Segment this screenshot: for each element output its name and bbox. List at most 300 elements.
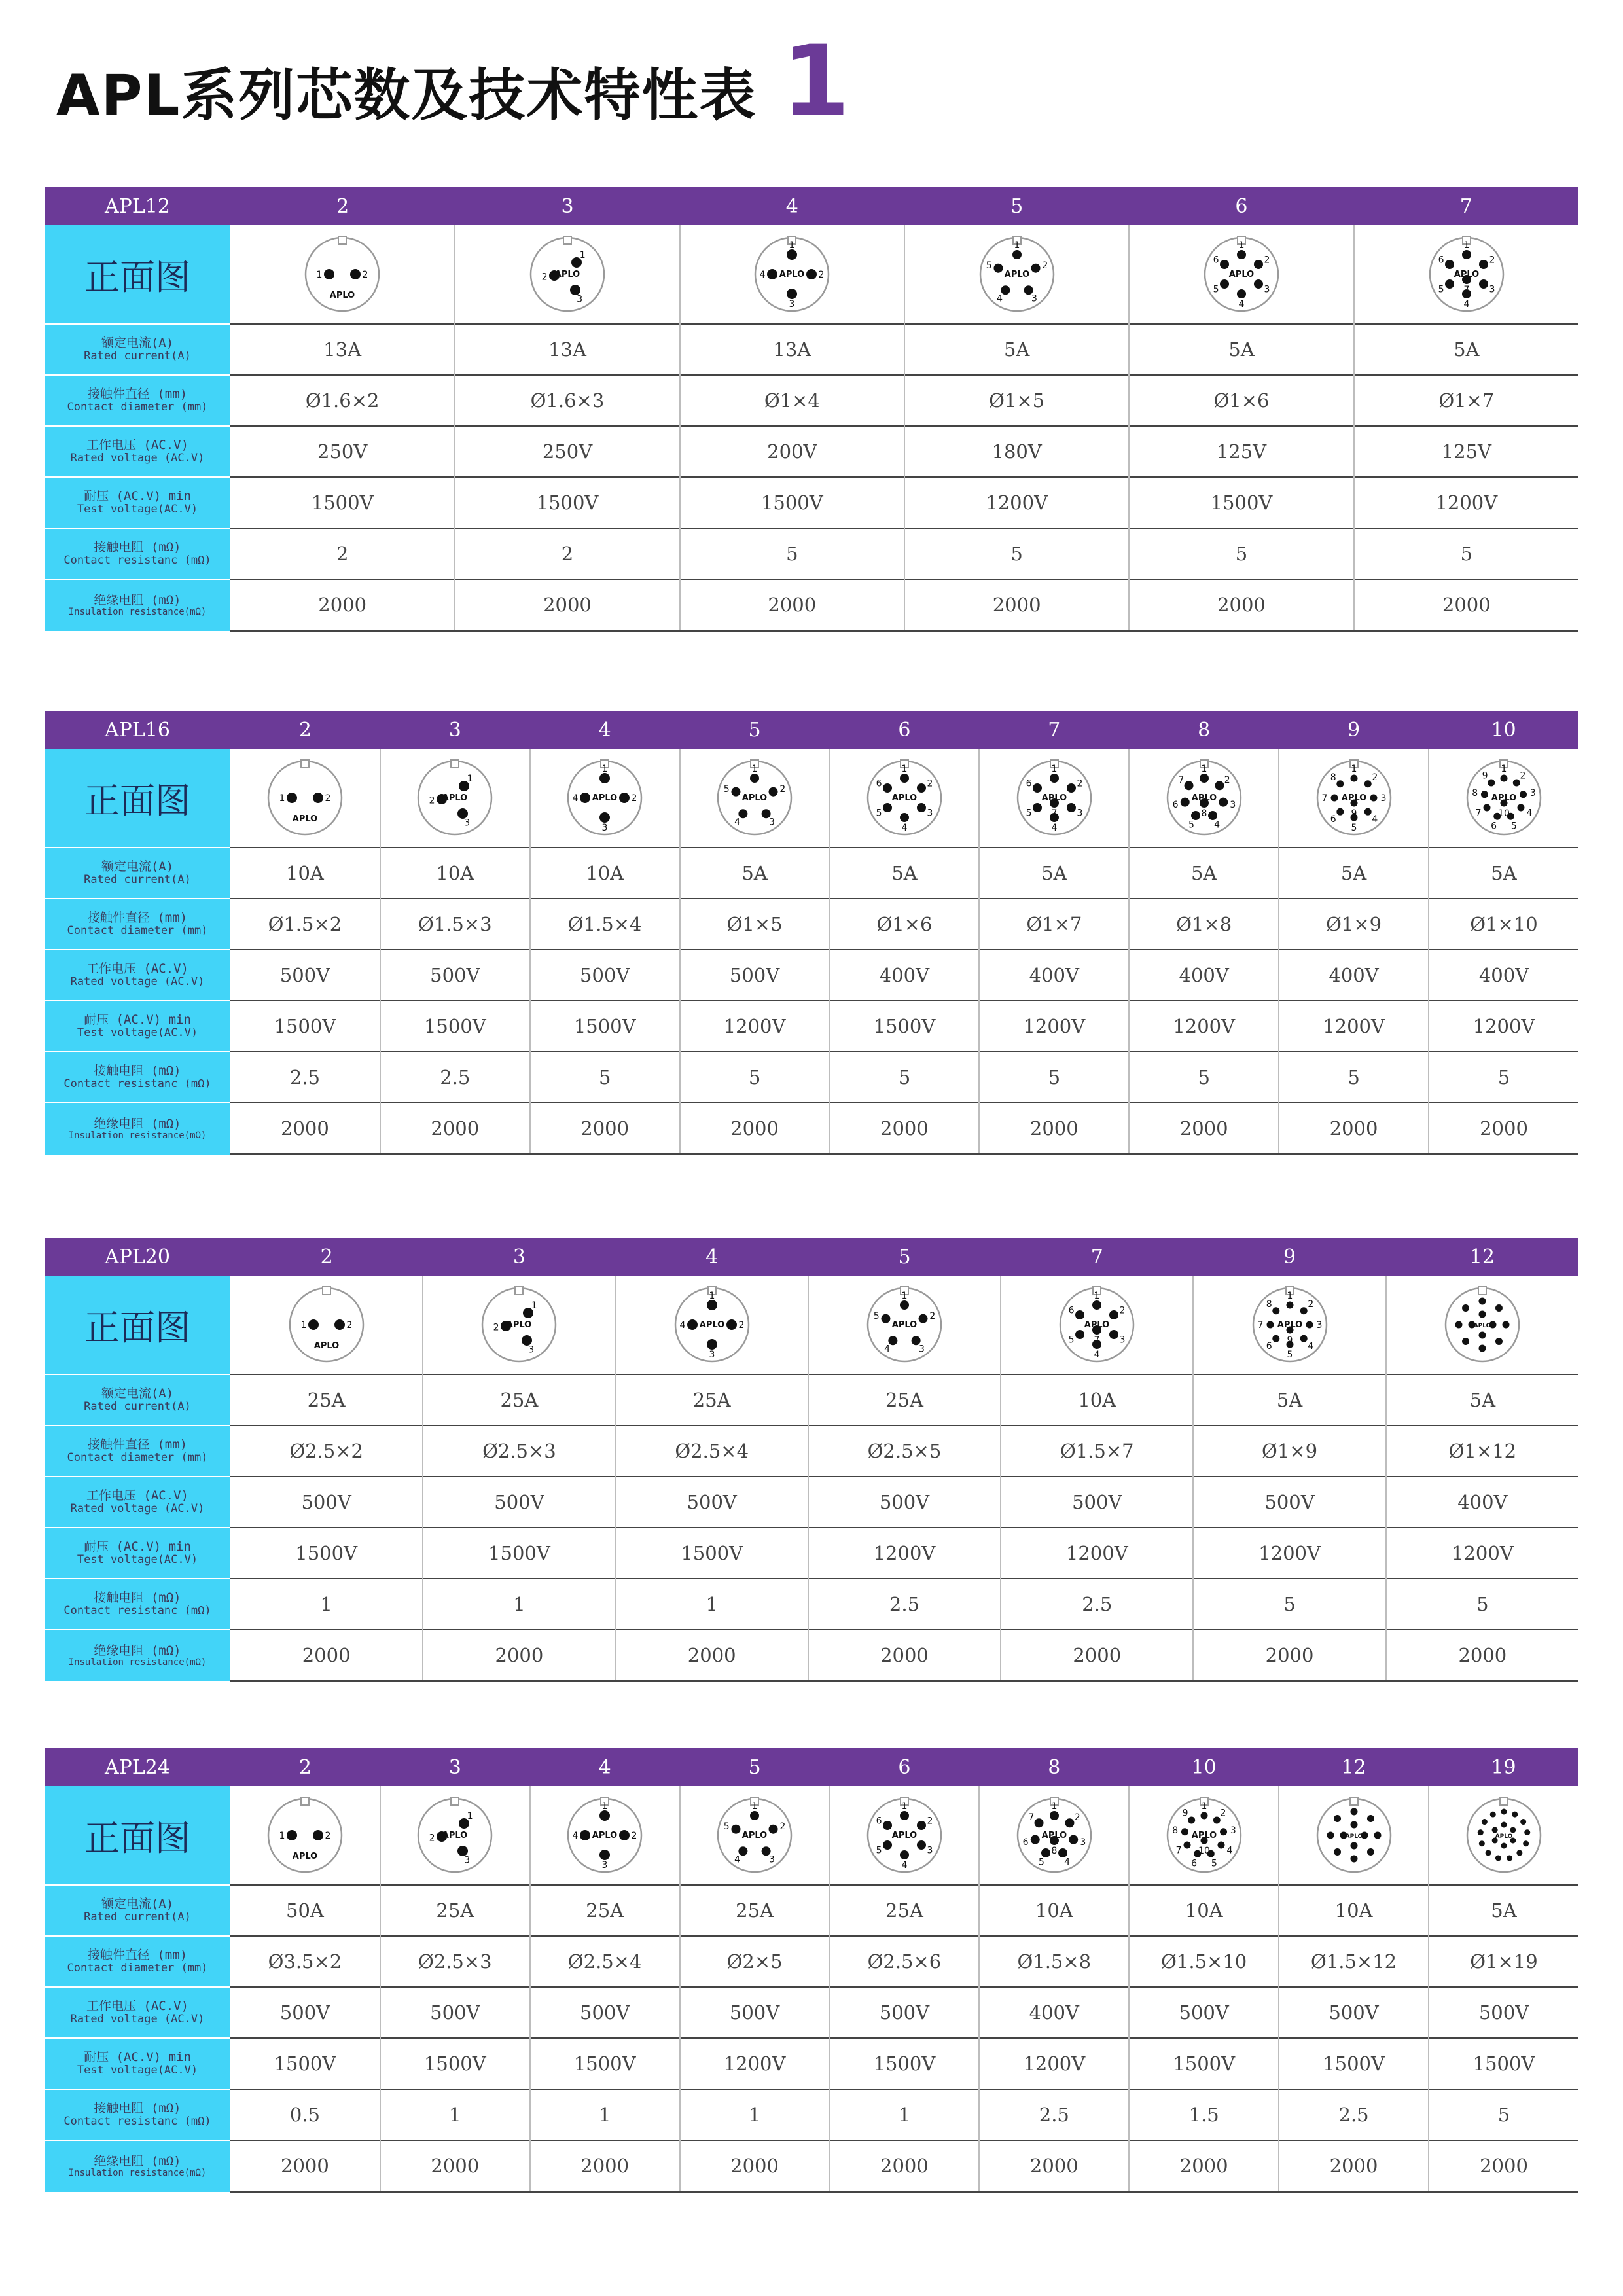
pin-number: 4 <box>1238 299 1245 310</box>
pin-number: 3 <box>769 817 775 828</box>
table-cell-voltage: 500V <box>423 1477 615 1528</box>
row-label-cn: 绝缘电阻 (mΩ) <box>94 1643 181 1658</box>
table-cell-diameter: Ø1×19 <box>1429 1936 1578 1987</box>
table-cell-current: 25A <box>530 1885 680 1936</box>
contact-pin <box>619 1830 630 1840</box>
core-count: 6 <box>830 1748 980 1786</box>
table-cell-resistance: 1 <box>680 2089 830 2140</box>
pin-number: 1 <box>279 1831 285 1841</box>
connector-face-diagram <box>562 755 647 840</box>
table-cell-voltage: 400V <box>1279 950 1429 1001</box>
face-diagram-row <box>45 225 1578 324</box>
pin-number: 3 <box>1080 1837 1086 1848</box>
spec-table <box>45 1748 1578 2193</box>
connector-face-diagram <box>1461 755 1546 840</box>
pin-number: 3 <box>464 1855 471 1866</box>
contact-pin <box>1012 250 1022 259</box>
contact-pin <box>1092 1300 1101 1310</box>
pin-number: 2 <box>927 1816 933 1827</box>
pin-number: 2 <box>1119 1305 1126 1316</box>
table-cell-test: 1500V <box>230 477 455 528</box>
table-cell-voltage: 500V <box>380 950 530 1001</box>
table-row-current <box>45 1885 1578 1936</box>
contact-pin <box>1479 260 1488 269</box>
row-label-cn: 接触件直径 (mm) <box>87 1437 188 1452</box>
row-label-cn: 工作电压 (AC.V) <box>86 1488 189 1503</box>
table-cell-current: 10A <box>380 848 530 899</box>
table-cell-diameter: Ø1×6 <box>830 899 980 950</box>
pin-number: 5 <box>1351 823 1357 833</box>
brand-mark: APLO <box>1041 793 1067 803</box>
contact-pin <box>1031 1835 1040 1844</box>
table-cell-voltage: 125V <box>1129 426 1353 477</box>
table-cell-insulation: 2000 <box>680 579 904 631</box>
core-count: 12 <box>1386 1238 1578 1276</box>
row-label-cn: 耐压 (AC.V) min <box>84 2050 191 2065</box>
contact-pin <box>1479 1311 1486 1318</box>
brand-mark: APLO <box>1191 1831 1217 1840</box>
table-cell-test: 1200V <box>1129 1001 1279 1052</box>
row-label-test <box>45 2038 230 2089</box>
row-label-cn: 耐压 (AC.V) min <box>84 489 191 504</box>
contact-pin <box>1075 1330 1084 1339</box>
row-label-diameter <box>45 375 230 426</box>
brand-mark: APLO <box>1191 793 1217 803</box>
pin-number: 2 <box>429 1833 435 1844</box>
table-cell-test: 1500V <box>1129 2038 1279 2089</box>
contact-pin <box>1367 1848 1374 1856</box>
pin-number: 4 <box>1463 299 1470 310</box>
face-diagram-cell <box>230 1276 423 1374</box>
table-cell-current: 5A <box>1193 1374 1385 1426</box>
contact-pin <box>1050 1811 1059 1820</box>
table-cell-voltage: 500V <box>1429 1987 1578 2038</box>
contact-pin <box>1033 803 1042 812</box>
table-cell-resistance: 5 <box>680 1052 830 1103</box>
pin-number: 9 <box>1182 1808 1188 1819</box>
brand-mark: APLO <box>779 270 805 279</box>
pin-number: 1 <box>1094 1291 1100 1301</box>
brand-mark: APLO <box>292 814 318 824</box>
contact-pin <box>1495 1855 1501 1861</box>
table-cell-insulation: 2000 <box>230 2140 380 2192</box>
pin-number: 1 <box>1238 240 1245 251</box>
contact-pin <box>1254 260 1263 269</box>
row-label-insulation <box>45 579 230 631</box>
contact-pin <box>1481 791 1488 798</box>
table-row-resistance <box>45 1052 1578 1103</box>
table-header-row <box>45 711 1578 749</box>
pin-number: 4 <box>1226 1845 1233 1856</box>
contact-pin <box>883 803 892 812</box>
table-cell-current: 25A <box>830 1885 980 1936</box>
contact-pin <box>580 1830 590 1840</box>
pin-number: 8 <box>1472 788 1478 799</box>
row-label-voltage <box>45 950 230 1001</box>
pin-number: 1 <box>279 793 285 804</box>
row-label-en: Rated current(A) <box>84 350 191 363</box>
connector-face-diagram <box>1311 755 1397 840</box>
contact-pin <box>324 269 334 279</box>
table-cell-insulation: 2000 <box>1354 579 1578 631</box>
table-cell-resistance: 5 <box>904 528 1129 579</box>
brand-mark: APLO <box>554 270 580 279</box>
contact-pin <box>1213 1817 1220 1824</box>
brand-mark: APLO <box>891 793 918 803</box>
row-label-cn: 耐压 (AC.V) min <box>84 1539 191 1554</box>
pin-number: 4 <box>1371 814 1378 825</box>
table-cell-test: 1500V <box>680 477 904 528</box>
pin-number: 8 <box>1330 772 1336 783</box>
contact-pin <box>1501 1822 1507 1828</box>
contact-pin <box>1109 1310 1118 1319</box>
connector-face-diagram <box>1247 1282 1332 1367</box>
core-count: 3 <box>380 711 530 749</box>
pin-number: 1 <box>901 1801 908 1812</box>
table-cell-diameter: Ø1×10 <box>1429 899 1578 950</box>
pin-number: 2 <box>631 793 637 804</box>
table-cell-diameter: Ø2.5×4 <box>530 1936 680 1987</box>
table-cell-insulation: 2000 <box>904 579 1129 631</box>
table-cell-resistance: 5 <box>1429 2089 1578 2140</box>
connector-face-diagram <box>525 232 610 317</box>
table-cell-resistance: 2 <box>230 528 455 579</box>
pin-number: 4 <box>901 823 908 833</box>
pin-number: 2 <box>929 1311 936 1322</box>
table-cell-test: 1200V <box>1001 1528 1193 1579</box>
row-label-test <box>45 1001 230 1052</box>
pin-number: 1 <box>1501 764 1507 774</box>
table-row-insulation <box>45 1630 1578 1681</box>
row-label-resistance <box>45 1052 230 1103</box>
pin-number: 4 <box>1051 823 1058 833</box>
pin-number: 1 <box>601 1801 608 1812</box>
table-cell-current: 10A <box>530 848 680 899</box>
table-cell-insulation: 2000 <box>680 1103 830 1155</box>
pin-number: 5 <box>1213 284 1219 295</box>
pin-number: 3 <box>1230 1825 1236 1837</box>
core-count: 2 <box>230 187 455 225</box>
pin-number: 7 <box>1257 1320 1264 1331</box>
contact-pin <box>919 1314 928 1323</box>
contact-pin <box>1513 780 1520 787</box>
table-row-test <box>45 477 1578 528</box>
pin-number: 1 <box>751 764 758 774</box>
pin-number: 1 <box>751 1801 758 1812</box>
table-cell-voltage: 500V <box>530 950 680 1001</box>
contact-pin <box>1495 1304 1503 1312</box>
table-cell-insulation: 2000 <box>979 2140 1129 2192</box>
row-label-en: Contact diameter (mm) <box>67 924 208 938</box>
table-cell-current: 50A <box>230 1885 380 1936</box>
table-row-diameter <box>45 899 1578 950</box>
pin-number: 8 <box>1201 808 1207 819</box>
contact-pin <box>900 1300 909 1310</box>
table-cell-test: 1200V <box>1354 477 1578 528</box>
contact-pin <box>1486 1850 1491 1856</box>
table-cell-diameter: Ø1×7 <box>979 899 1129 950</box>
pin-number: 2 <box>779 1821 786 1833</box>
table-cell-diameter: Ø2.5×6 <box>830 1936 980 1987</box>
connector-face-diagram <box>1311 1793 1397 1878</box>
core-count: 10 <box>1429 711 1578 749</box>
table-cell-diameter: Ø2.5×4 <box>616 1426 808 1477</box>
pin-number: 3 <box>1264 284 1270 295</box>
pin-number: 6 <box>1026 778 1032 789</box>
connector-face-diagram <box>862 1793 947 1878</box>
pin-number: 4 <box>884 1344 890 1355</box>
row-label-en: Test voltage(AC.V) <box>77 2064 198 2077</box>
core-count: 5 <box>680 1748 830 1786</box>
pin-number: 2 <box>325 1831 331 1841</box>
brand-mark: APLO <box>1454 270 1480 279</box>
table-cell-diameter: Ø2.5×2 <box>230 1426 423 1477</box>
contact-pin <box>900 1850 909 1859</box>
row-label-en: Rated voltage (AC.V) <box>70 452 205 465</box>
contact-pin <box>287 1830 297 1840</box>
table-cell-current: 25A <box>380 1885 530 1936</box>
pin-number: 1 <box>1351 764 1357 774</box>
table-cell-resistance: 1 <box>616 1579 808 1630</box>
table-cell-insulation: 2000 <box>230 579 455 631</box>
row-label-cn: 额定电流(A) <box>101 336 174 351</box>
pin-number: 2 <box>1307 1299 1313 1310</box>
page-title <box>56 25 851 139</box>
table-cell-current: 13A <box>455 324 679 375</box>
pin-number: 4 <box>901 1860 908 1871</box>
face-diagram-cell <box>979 1786 1129 1885</box>
table-cell-insulation: 2000 <box>808 1630 1001 1681</box>
table-cell-voltage: 500V <box>808 1477 1001 1528</box>
spec-table <box>45 187 1578 632</box>
connector-face-diagram <box>1162 755 1247 840</box>
contact-pin <box>1503 1321 1510 1329</box>
table-cell-resistance: 5 <box>979 1052 1129 1103</box>
spec-table <box>45 711 1578 1155</box>
connector-face-diagram <box>284 1282 369 1367</box>
pin-number: 3 <box>1119 1335 1126 1346</box>
table-cell-diameter: Ø2×5 <box>680 1936 830 1987</box>
table-row-test <box>45 1528 1578 1579</box>
connector-face-diagram <box>412 755 497 840</box>
row-label-voltage <box>45 426 230 477</box>
table-cell-diameter: Ø1.5×8 <box>979 1936 1129 1987</box>
table-cell-test: 1200V <box>1279 1001 1429 1052</box>
contact-pin <box>1336 780 1344 787</box>
table-cell-diameter: Ø1.6×3 <box>455 375 679 426</box>
table-cell-resistance: 5 <box>680 528 904 579</box>
core-count: 4 <box>616 1238 808 1276</box>
pin-number: 2 <box>1371 772 1378 783</box>
pin-number: 3 <box>1031 293 1037 304</box>
contact-pin <box>1479 1840 1485 1846</box>
contact-pin <box>1523 1840 1529 1846</box>
row-label-resistance <box>45 1579 230 1630</box>
pin-number: 5 <box>876 808 882 819</box>
table-cell-resistance: 5 <box>1279 1052 1429 1103</box>
core-count: 6 <box>1129 187 1353 225</box>
table-cell-test: 1200V <box>904 477 1129 528</box>
pin-number: 3 <box>927 1845 933 1856</box>
connector-face-diagram <box>862 1282 947 1367</box>
contact-pin <box>1219 798 1228 807</box>
table-row-voltage <box>45 1477 1578 1528</box>
table-cell-current: 5A <box>1429 848 1578 899</box>
table-row-voltage <box>45 950 1578 1001</box>
brand-mark: APLO <box>507 1320 532 1330</box>
table-cell-current: 5A <box>904 324 1129 375</box>
core-count: 3 <box>380 1748 530 1786</box>
contact-pin <box>1286 1302 1293 1309</box>
pin-number: 1 <box>579 250 586 261</box>
pin-number: 6 <box>876 1816 882 1827</box>
pin-number: 3 <box>1077 808 1083 819</box>
table-row-resistance <box>45 2089 1578 2140</box>
table-cell-current: 10A <box>979 1885 1129 1936</box>
table-cell-voltage: 500V <box>680 950 830 1001</box>
table-row-insulation <box>45 579 1578 631</box>
pin-number: 2 <box>1077 778 1083 789</box>
model-name: APL16 <box>45 711 230 749</box>
contact-pin <box>883 783 892 793</box>
contact-pin <box>917 1821 926 1830</box>
pin-number: 3 <box>918 1344 925 1355</box>
pin-number: 10 <box>1498 808 1510 819</box>
table-cell-diameter: Ø2.5×5 <box>808 1426 1001 1477</box>
core-count: 4 <box>680 187 904 225</box>
row-label-diameter <box>45 1426 230 1477</box>
contact-pin <box>1272 1307 1279 1314</box>
pin-number: 1 <box>467 1811 473 1822</box>
table-cell-test: 1500V <box>423 1528 615 1579</box>
table-cell-diameter: Ø1.5×10 <box>1129 1936 1279 1987</box>
row-label-cn: 接触件直径 (mm) <box>87 387 188 402</box>
table-header-row <box>45 187 1578 225</box>
pin-number: 1 <box>601 764 608 774</box>
row-label-resistance <box>45 2089 230 2140</box>
pin-number: 4 <box>572 793 579 804</box>
row-label-current <box>45 1374 230 1426</box>
row-label-en: Contact resistanc (mΩ) <box>63 2115 211 2128</box>
face-diagram-cell <box>230 749 380 848</box>
spec-table <box>45 1238 1578 1682</box>
table-cell-voltage: 500V <box>1129 1987 1279 2038</box>
table-cell-insulation: 2000 <box>1193 1630 1385 1681</box>
contact-pin <box>769 787 778 797</box>
row-label-en: Rated voltage (AC.V) <box>70 2013 205 2026</box>
contact-pin <box>1058 1848 1067 1857</box>
brand-mark: APLO <box>699 1320 724 1330</box>
contact-pin <box>308 1319 319 1330</box>
contact-pin <box>313 793 323 803</box>
connector-face-diagram <box>1424 232 1509 317</box>
contact-pin <box>1479 1298 1486 1305</box>
row-label-en: Contact resistanc (mΩ) <box>63 1077 211 1091</box>
contact-pin <box>1350 1856 1357 1863</box>
table-cell-diameter: Ø1×8 <box>1129 899 1279 950</box>
brand-mark: APLO <box>891 1320 918 1330</box>
contact-pin <box>1350 1842 1357 1850</box>
core-count: 7 <box>1354 187 1578 225</box>
table-cell-resistance: 1 <box>530 2089 680 2140</box>
contact-pin <box>1109 1330 1118 1339</box>
brand-mark: APLO <box>741 793 768 803</box>
pin-number: 5 <box>1287 1350 1293 1360</box>
brand-mark: APLO <box>1341 793 1366 803</box>
contact-pin <box>1188 1817 1195 1824</box>
pin-number: 2 <box>1220 1808 1226 1819</box>
core-count: 2 <box>230 711 380 749</box>
table-cell-resistance: 0.5 <box>230 2089 380 2140</box>
row-label-cn: 接触电阻 (mΩ) <box>94 540 181 555</box>
table-cell-diameter: Ø2.5×3 <box>423 1426 615 1477</box>
pin-number: 1 <box>531 1300 538 1312</box>
table-cell-resistance: 5 <box>1386 1579 1578 1630</box>
contact-pin <box>1327 1832 1334 1839</box>
face-diagram-cell <box>1279 749 1429 848</box>
pin-number: 7 <box>1475 808 1482 819</box>
contact-pin <box>1462 1304 1469 1312</box>
pin-number: 1 <box>901 1291 908 1301</box>
table-cell-voltage: 400V <box>830 950 980 1001</box>
table-header-row <box>45 1238 1578 1276</box>
model-name: APL12 <box>45 187 230 225</box>
face-diagram-cell <box>380 749 530 848</box>
table-cell-test: 1200V <box>808 1528 1001 1579</box>
contact-pin <box>1488 780 1495 787</box>
contact-pin <box>1501 1843 1507 1849</box>
row-label-insulation <box>45 2140 230 2192</box>
table-cell-diameter: Ø1.5×7 <box>1001 1426 1193 1477</box>
contact-pin <box>1181 1828 1188 1835</box>
contact-pin <box>1272 1335 1279 1342</box>
contact-pin <box>1200 1812 1207 1820</box>
contact-pin <box>1462 1338 1469 1345</box>
table-cell-test: 1500V <box>380 1001 530 1052</box>
row-label-cn: 接触电阻 (mΩ) <box>94 1590 181 1605</box>
contact-pin <box>1300 1335 1307 1342</box>
table-cell-test: 1200V <box>1386 1528 1578 1579</box>
face-diagram-cell <box>455 225 679 324</box>
pin-number: 7 <box>1094 1335 1100 1346</box>
row-label-en: Test voltage(AC.V) <box>77 503 198 516</box>
connector-face-diagram <box>262 755 348 840</box>
table-cell-test: 1200V <box>680 1001 830 1052</box>
pin-number: 3 <box>1529 788 1536 799</box>
pin-number: 6 <box>1213 255 1219 266</box>
face-diagram-cell <box>230 225 455 324</box>
model-name: APL24 <box>45 1748 230 1786</box>
pin-number: 1 <box>789 240 795 251</box>
pin-number: 1 <box>1287 1291 1293 1301</box>
pin-number: 6 <box>1022 1837 1029 1848</box>
contact-pin <box>1067 783 1076 793</box>
core-count: 12 <box>1279 1748 1429 1786</box>
connector-face-diagram <box>412 1793 497 1878</box>
table-cell-resistance: 2.5 <box>230 1052 380 1103</box>
table-row-insulation <box>45 2140 1578 2192</box>
table-cell-insulation: 2000 <box>680 2140 830 2192</box>
table-cell-test: 1500V <box>830 2038 980 2089</box>
face-diagram-cell <box>616 1276 808 1374</box>
contact-pin <box>1033 783 1042 793</box>
table-cell-resistance: 1.5 <box>1129 2089 1279 2140</box>
core-count: 8 <box>979 1748 1129 1786</box>
contact-pin <box>1237 289 1246 298</box>
contact-pin <box>1300 1307 1307 1314</box>
contact-pin <box>1065 1818 1074 1827</box>
table-cell-current: 5A <box>1386 1374 1578 1426</box>
